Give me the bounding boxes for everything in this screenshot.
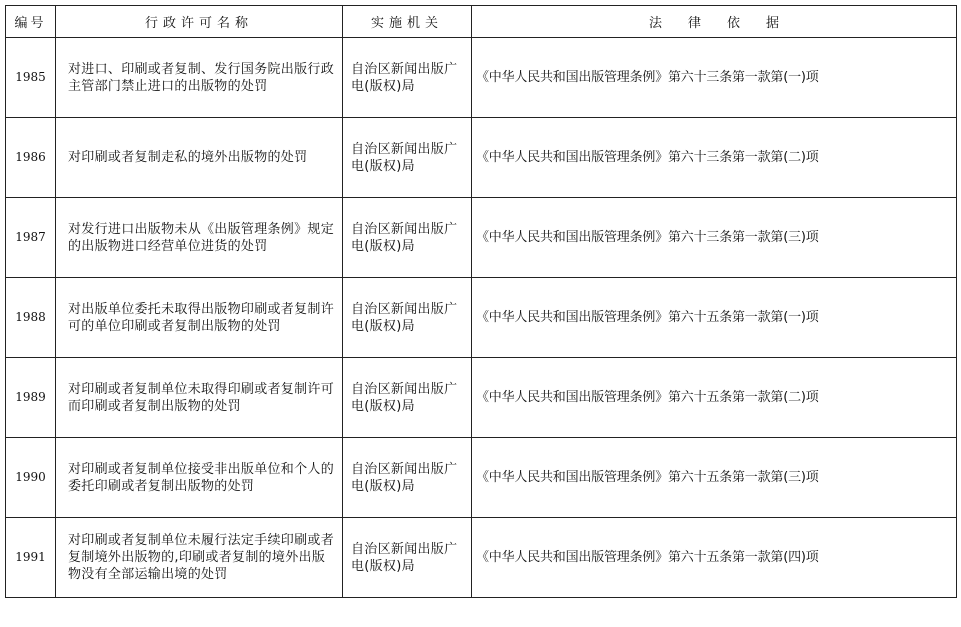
row-basis: 《中华人民共和国出版管理条例》第六十三条第一款第(三)项 — [472, 198, 957, 278]
table-row — [6, 278, 957, 358]
table-row — [6, 518, 957, 598]
row-agency: 自治区新闻出版广电(版权)局 — [343, 278, 472, 358]
row-agency: 自治区新闻出版广电(版权)局 — [343, 358, 472, 438]
table-row — [6, 438, 957, 518]
row-agency: 自治区新闻出版广电(版权)局 — [343, 438, 472, 518]
row-number: 1988 — [6, 278, 56, 358]
document-page — [5, 5, 957, 598]
row-agency: 自治区新闻出版广电(版权)局 — [343, 198, 472, 278]
row-number: 1989 — [6, 358, 56, 438]
row-basis: 《中华人民共和国出版管理条例》第六十五条第一款第(三)项 — [472, 438, 957, 518]
row-name: 对印刷或者复制单位未取得印刷或者复制许可而印刷或者复制出版物的处罚 — [56, 358, 343, 438]
table-row — [6, 198, 957, 278]
row-number: 1985 — [6, 38, 56, 118]
row-number: 1987 — [6, 198, 56, 278]
header-number: 编号 — [6, 6, 56, 38]
header-basis: 法律依据 — [472, 6, 957, 38]
row-name: 对印刷或者复制走私的境外出版物的处罚 — [56, 118, 343, 198]
row-number: 1990 — [6, 438, 56, 518]
row-name: 对出版单位委托未取得出版物印刷或者复制许可的单位印刷或者复制出版物的处罚 — [56, 278, 343, 358]
row-name: 对印刷或者复制单位接受非出版单位和个人的委托印刷或者复制出版物的处罚 — [56, 438, 343, 518]
row-basis: 《中华人民共和国出版管理条例》第六十五条第一款第(二)项 — [472, 358, 957, 438]
table-row — [6, 38, 957, 118]
row-agency: 自治区新闻出版广电(版权)局 — [343, 118, 472, 198]
table-header-row — [6, 6, 957, 38]
row-number: 1986 — [6, 118, 56, 198]
permits-table — [5, 5, 957, 598]
row-name: 对进口、印刷或者复制、发行国务院出版行政主管部门禁止进口的出版物的处罚 — [56, 38, 343, 118]
row-basis: 《中华人民共和国出版管理条例》第六十五条第一款第(四)项 — [472, 518, 957, 598]
header-name: 行政许可名称 — [56, 6, 343, 38]
row-number: 1991 — [6, 518, 56, 598]
table-row — [6, 118, 957, 198]
row-name: 对发行进口出版物未从《出版管理条例》规定的出版物进口经营单位进货的处罚 — [56, 198, 343, 278]
row-agency: 自治区新闻出版广电(版权)局 — [343, 518, 472, 598]
row-basis: 《中华人民共和国出版管理条例》第六十三条第一款第(二)项 — [472, 118, 957, 198]
row-basis: 《中华人民共和国出版管理条例》第六十三条第一款第(一)项 — [472, 38, 957, 118]
table-row — [6, 358, 957, 438]
row-agency: 自治区新闻出版广电(版权)局 — [343, 38, 472, 118]
row-basis: 《中华人民共和国出版管理条例》第六十五条第一款第(一)项 — [472, 278, 957, 358]
header-agency: 实施机关 — [343, 6, 472, 38]
row-name: 对印刷或者复制单位未履行法定手续印刷或者复制境外出版物的,印刷或者复制的境外出版物没有全部运输出境的处罚 — [56, 518, 343, 598]
